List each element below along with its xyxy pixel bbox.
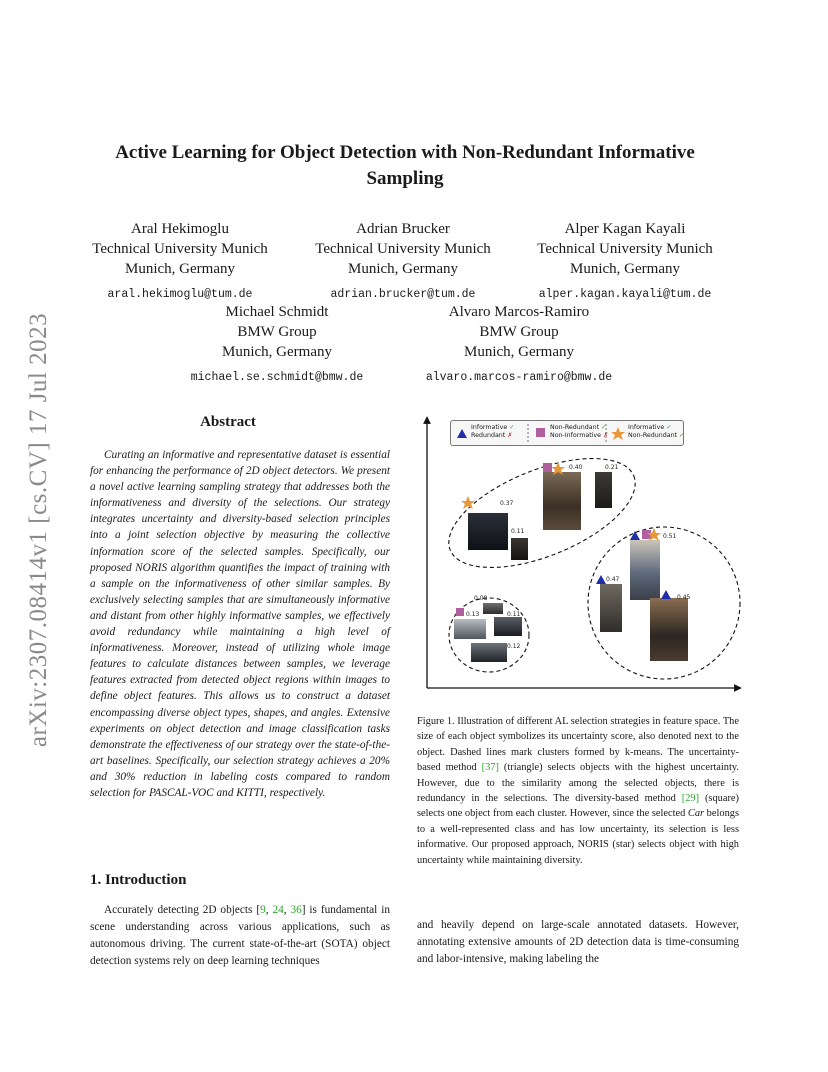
uncertainty-score: 0.12 (507, 643, 521, 650)
selection-markers (415, 412, 745, 704)
uncertainty-score: 0.37 (500, 500, 514, 507)
author-affiliation: Technical University Munich (315, 241, 491, 257)
author-email[interactable]: alper.kagan.kayali@tum.de (538, 288, 712, 301)
author-name: Alper Kagan Kayali (564, 221, 686, 237)
introduction-paragraph-continued: and heavily depend on large-scale annotated datasets. However, annotating extensive amounts of 2D detection data is time-consuming and labor-intensive, making labeling the (417, 919, 739, 965)
figure-feature-space (415, 412, 745, 704)
abstract-heading: Abstract (200, 414, 256, 430)
check-icon: ✓ (679, 432, 685, 439)
check-icon: ✓ (601, 424, 607, 431)
uncertainty-score: 0.51 (663, 533, 677, 540)
author-location: Munich, Germany (570, 261, 680, 277)
introduction-paragraph: Accurately detecting 2D objects [9, 24, 36] is fundamental in scene understanding across various applications, such as autonomous driving. The current state-of-the-art (SOTA) object detection systems rely on deep learning techniques (90, 904, 390, 967)
legend-label: Non-Redundant (628, 432, 678, 439)
arxiv-side-identifier: arXiv:2307.08414v1 [cs.CV] 17 Jul 2023 (25, 312, 52, 748)
uncertainty-score: 0.11 (507, 611, 521, 618)
legend-label: Redundant (471, 432, 506, 439)
author-email[interactable]: alvaro.marcos-ramiro@bmw.de (425, 371, 613, 384)
triangle-icon (661, 590, 671, 599)
author-location: Munich, Germany (464, 344, 574, 360)
square-icon (456, 608, 464, 616)
cross-icon: ✗ (507, 432, 513, 439)
citation-link[interactable]: 24 (272, 904, 284, 916)
star-icon (461, 496, 475, 509)
author-name: Michael Schmidt (225, 304, 329, 320)
author-location: Munich, Germany (348, 261, 458, 277)
citation-link[interactable]: 36 (290, 904, 302, 916)
uncertainty-score: 0.13 (466, 611, 480, 618)
star-icon (551, 462, 565, 475)
section-heading: 1. Introduction (90, 872, 187, 888)
abstract-text: Curating an informative and representative dataset is essential for enhancing the performance of 2D object detectors. We present a novel active learning sampling strategy that addresses both the informativeness and diversity of the selections. Our strategy integrates uncertainty and diversity-based selection principles into a joint selection objective by measuring the collective information score of the selected samples. Specifically, our proposed NORIS algorithm quantifies the impact of training with a sample on the informativeness of other similar samples. By exclusively selecting samples that are simultaneously informative and distant from other highly informative samples, we effectively avoid redundancy while maintaining a high level of informativeness. Moreover, instead of utilizing whole image features to calculate distances between samples, we leverage features extracted from detected object regions within images to define object features. This allows us to construct a dataset encompassing diverse object types, shapes, and angles. Extensive experiments on object detection and image classification tasks demonstrate the effectiveness of our strategy over the state-of-the-art baselines. Specifically, our selection strategy achieves a 20% and 30% reduction in labeling costs compared to random selection for PASCAL-VOC and KITTI, respectively. (90, 449, 390, 799)
author-location: Munich, Germany (125, 261, 235, 277)
author-affiliation: BMW Group (479, 324, 559, 340)
author-block (157, 302, 397, 388)
author-email[interactable]: aral.hekimoglu@tum.de (107, 288, 253, 301)
citation-link[interactable]: [29] (681, 793, 700, 805)
author-block (283, 219, 523, 305)
star-icon (647, 528, 661, 541)
cross-icon: ✗ (603, 432, 609, 439)
author-email[interactable]: adrian.brucker@tum.de (330, 288, 476, 301)
author-name: Aral Hekimoglu (131, 221, 229, 237)
uncertainty-score: 0.11 (511, 528, 525, 535)
author-name: Alvaro Marcos-Ramiro (448, 304, 590, 320)
author-block (505, 219, 745, 305)
paper-title: Active Learning for Object Detection with Non-Redundant Informative Sampling (115, 142, 695, 189)
author-affiliation: Technical University Munich (537, 241, 713, 257)
uncertainty-score: 0.08 (474, 595, 488, 602)
citation-link[interactable]: [37] (481, 762, 499, 774)
author-email[interactable]: michael.se.schmidt@bmw.de (190, 371, 364, 384)
legend-label: Non-Redundant (550, 424, 600, 431)
check-icon: ✓ (666, 424, 672, 431)
uncertainty-score: 0.21 (605, 464, 619, 471)
author-affiliation: BMW Group (237, 324, 317, 340)
check-icon: ✓ (509, 424, 515, 431)
legend-label: Informative (628, 424, 665, 431)
author-name: Adrian Brucker (356, 221, 450, 237)
author-block (60, 219, 300, 305)
uncertainty-score: 0.40 (569, 464, 583, 471)
uncertainty-score: 0.47 (606, 576, 620, 583)
triangle-icon (630, 531, 640, 540)
triangle-icon (596, 575, 606, 584)
author-block (399, 302, 639, 388)
author-location: Munich, Germany (222, 344, 332, 360)
citation-link[interactable]: 9 (260, 904, 266, 916)
author-affiliation: Technical University Munich (92, 241, 268, 257)
legend-label: Non-Informative (550, 432, 602, 439)
figure-caption: Figure 1. Illustration of different AL selection strategies in feature space. The size of each object symbolizes its uncertainty score, also denoted next to the object. Dashed lines mark clusters formed by k-means. The uncertainty-based method [37] (triangle) selects objects with the highest uncertainty. However, due to the similarity among the selected objects, there is redundancy in the selections. The diversity-based method [29] (square) selects one object from each cluster. However, since the selected Car belongs to a well-represented class and has low uncertainty, its selection is less informative. Our proposed approach, NORIS (star) selects object with high uncertainty while maintaining diversity. (417, 716, 740, 866)
legend-label: Informative (471, 424, 508, 431)
uncertainty-score: 0.45 (677, 594, 691, 601)
square-icon (543, 463, 552, 472)
